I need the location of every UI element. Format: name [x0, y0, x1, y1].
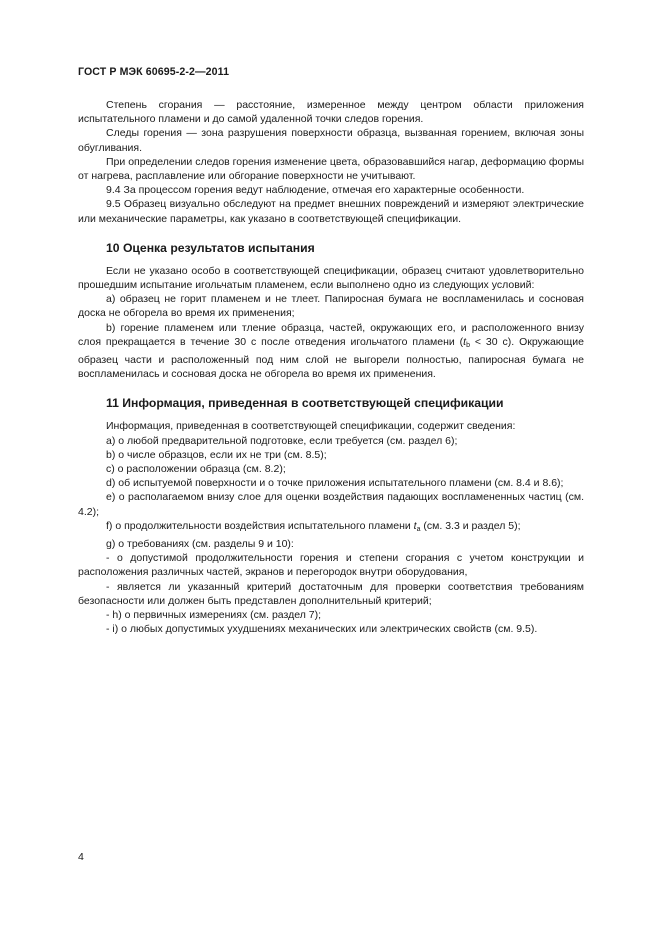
section-11-item-f: f) о продолжительности воздействия испытательного пламени $t_a$ (см. 3.3 и раздел 5);	[106, 519, 521, 533]
document-header: ГОСТ Р МЭК 60695-2-2—2011	[78, 66, 230, 78]
page-number: 4	[78, 851, 84, 863]
paragraph-burn-degree: Степень сгорания — расстояние, измеренное между центром области приложения испытательного пламени и до самой удаленной точки следов горения.	[78, 99, 584, 126]
section-11-item-i: - i) о любых допустимых ухудшениях механических или электрических свойств (см. 9.5).	[106, 623, 538, 636]
section-10-intro: Если не указано особо в соответствующей спецификации, образец считают удовлетворительно прошедшим испытание игольчатым пламенем, если выполнено одно из следующих условий:	[78, 264, 584, 292]
section-10-heading: 10 Оценка результатов испытания	[106, 240, 315, 255]
section-11-item-b: b) о числе образцов, если их не три (см. 8.5);	[106, 448, 327, 461]
section-11-dash-1: - о допустимой продолжительности горения и степени сгорания с учетом конструкции и расположения различных частей, экранов и перегородок внутри оборудования,	[78, 552, 584, 579]
section-10-item-b: b) горение пламенем или тление образца, частей, окружающих его, и расположенного внизу слоя прекращается в течение 30 с после отведения игольчатого пламени ($t_b < 30$ с). Окружающие образец части и расположенный под ним слой не выгорели полностью, папиросная бумага не воспламенилась и сосновая доска не обгорела во время их применения.	[78, 321, 584, 381]
section-11-intro: Информация, приведенная в соответствующей спецификации, содержит сведения:	[106, 420, 516, 433]
section-11-item-a: а) о любой предварительной подготовке, если требуется (см. раздел 6);	[106, 434, 458, 447]
clause-9-5: 9.5 Образец визуально обследуют на предмет внешних повреждений и измеряют электрические или механические параметры, как указано в соответствующей спецификации.	[78, 198, 584, 225]
document-body	[78, 98, 584, 637]
clause-9-4: 9.4 За процессом горения ведут наблюдение, отмечая его характерные особенности.	[106, 184, 525, 197]
paragraph-burn-traces: Следы горения — зона разрушения поверхности образца, вызванная горением, включая зоны обугливания.	[78, 127, 584, 154]
section-11-dash-2: - является ли указанный критерий достаточным для проверки соответствия требованиям безопасности или должен быть представлен дополнительный критерий;	[78, 580, 584, 607]
section-11-item-g: g) о требованиях (см. разделы 9 и 10):	[106, 538, 294, 551]
section-11-item-e: е) о располагаемом внизу слое для оценки воздействия падающих воспламененных частиц (см. 4.2);	[78, 491, 584, 518]
section-10-item-a: а) образец не горит пламенем и не тлеет. Папиросная бумага не воспламенилась и сосновая доска не обгорела во время их применения;	[78, 293, 584, 320]
section-11-item-c: с) о расположении образца (см. 8.2);	[106, 463, 286, 476]
paragraph-trace-determination: При определении следов горения изменение цвета, образовавшийся нагар, деформацию формы от нагрева, расплавление или обгорание поверхности не учитывают.	[78, 155, 584, 183]
section-11-item-d: d) об испытуемой поверхности и о точке приложения испытательного пламени (см. 8.4 и 8.6);	[106, 477, 564, 490]
section-11-item-h: - h) о первичных измерениях (см. раздел 7);	[106, 609, 322, 622]
section-11-heading: 11 Информация, приведенная в соответствующей спецификации	[106, 396, 504, 411]
